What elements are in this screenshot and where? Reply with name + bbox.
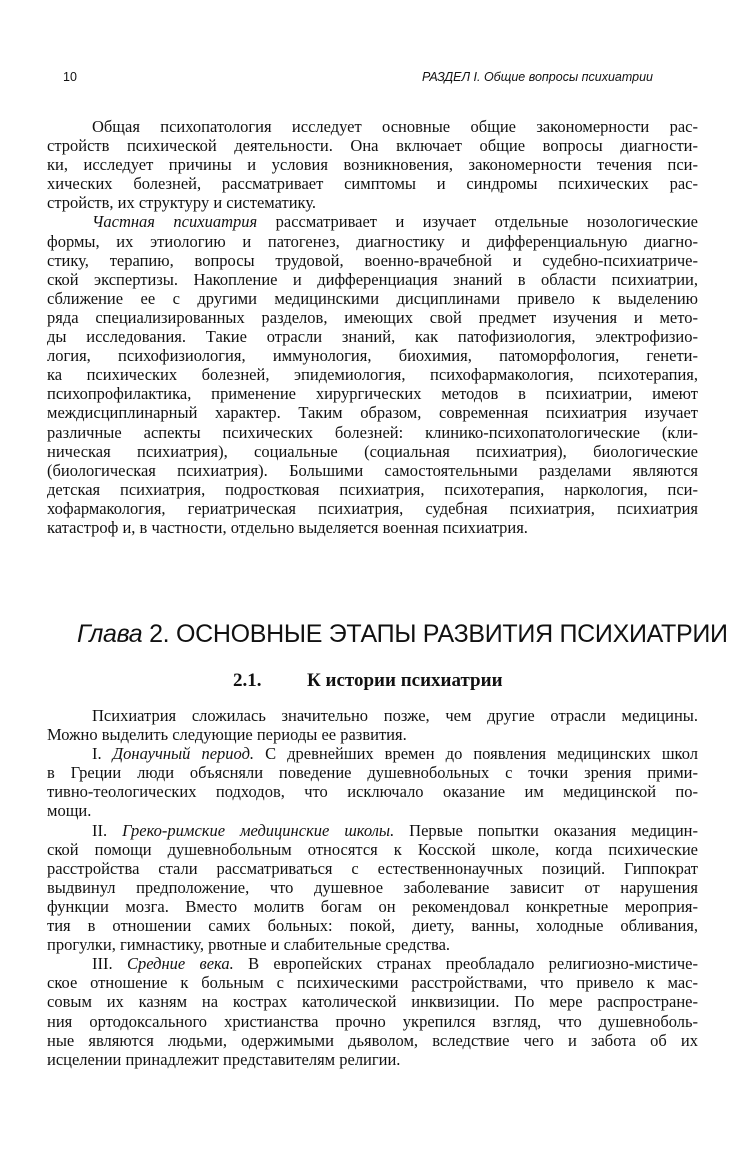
history-text-block [47, 706, 698, 1069]
text-segment: (биологическая психиатрия). Большими самостоятельными разделами являются [47, 460, 698, 480]
paragraph [47, 117, 698, 212]
text-segment: ское отношение к больным с психическими расстройствами, что привело к мас- [47, 973, 698, 993]
text-segment: ской помощи душевнобольным относятся к Косской школе, когда психические [47, 839, 698, 859]
text-line [47, 346, 698, 365]
paragraph [47, 954, 698, 1069]
text-line [47, 897, 698, 916]
text-line [47, 174, 698, 193]
text-segment: С древнейших времен до появления медицинских школ [254, 744, 698, 764]
text-segment: мощи. [47, 801, 92, 821]
text-line [47, 155, 698, 174]
text-line [47, 136, 698, 155]
text-line [47, 782, 698, 801]
text-segment: В европейских странах преобладало религиозно-мистиче- [233, 954, 699, 974]
text-segment: III. [92, 954, 127, 974]
text-segment: Первые попытки оказания медицин- [394, 820, 698, 840]
text-segment: ки, исследует причины и условия возникновения, закономерности течения пси- [47, 155, 698, 175]
section-heading: К истории психиатрии [307, 670, 503, 691]
text-line [47, 763, 698, 782]
text-line [47, 992, 698, 1011]
chapter-label: Глава [77, 620, 143, 648]
text-line [47, 935, 698, 954]
text-segment: тия в отношении самих больных: покой, диету, ванны, холодные обливания, [47, 916, 698, 936]
text-segment: стику, терапию, вопросы трудовой, военно-врачебной и судебно-психиатриче- [47, 250, 698, 270]
italic-term: Греко-римские медицинские школы. [122, 820, 395, 840]
text-segment: детская психиатрия, подростковая психиатрия, психотерапия, наркология, пси- [47, 479, 698, 499]
text-line [47, 706, 698, 725]
text-segment: психопрофилактика, применение хирургических методов в психиатрии, имеют [47, 384, 698, 404]
intro-text-block [47, 117, 698, 537]
text-segment: ды исследования. Такие отрасли знаний, как патофизиология, электрофизио- [47, 327, 698, 347]
text-line [47, 840, 698, 859]
text-segment: расстройства стали рассматриваться с естественнонаучных позиций. Гиппократ [47, 858, 698, 878]
text-segment: формы, их этиологию и патогенез, диагностику и дифференциальную диагно- [47, 231, 698, 251]
text-line [47, 403, 698, 422]
text-segment: логия, психофизиология, иммунология, биохимия, патоморфология, генети- [47, 346, 698, 366]
text-line [47, 1031, 698, 1050]
text-segment: ническая психиатрия), социальные (социальная психиатрия), биологические [47, 441, 698, 461]
paragraph [47, 706, 698, 744]
text-segment: ные являются людьми, одержимыми дьяволом, вследствие чего и забота об их [47, 1030, 698, 1050]
text-segment: II. [92, 820, 123, 840]
text-line [47, 461, 698, 480]
text-line [47, 916, 698, 935]
text-line [47, 251, 698, 270]
text-line [47, 365, 698, 384]
text-line [47, 232, 698, 251]
text-line [47, 859, 698, 878]
paragraph [47, 821, 698, 955]
text-segment: прогулки, гимнастику, рвотные и слабительные средства. [47, 935, 451, 955]
text-segment: совым их казням на кострах католической инквизиции. По мере распростране- [47, 992, 698, 1012]
chapter-heading: 2. ОСНОВНЫЕ ЭТАПЫ РАЗВИТИЯ ПСИХИАТРИИ [142, 620, 728, 648]
text-segment: ка психических болезней, эпидемиология, психофармакология, психотерапия, [47, 365, 698, 385]
paragraph [47, 744, 698, 820]
text-segment: I. [92, 744, 113, 764]
text-segment: выдвинул предположение, что душевное заболевание зависит от нарушения [47, 877, 698, 897]
text-segment: хических болезней, рассматривает симптомы и синдромы психических рас- [47, 174, 698, 194]
text-segment: рассматривает и изучает отдельные нозологические [257, 212, 698, 232]
text-segment: ния ортодоксального христианства прочно укрепился взгляд, что душевноболь- [47, 1011, 698, 1031]
text-line [47, 725, 698, 744]
chapter-title [77, 620, 728, 649]
text-line [47, 289, 698, 308]
section-number: 2.1. [233, 670, 262, 691]
text-line [47, 1050, 698, 1069]
text-segment: Психиатрия сложилась значительно позже, чем другие отрасли медицины. [92, 706, 698, 725]
text-segment: сближение ее с другими медицинскими дисциплинами привело к выделению [47, 288, 698, 308]
italic-term: Средние века. [126, 954, 234, 974]
text-line [47, 384, 698, 403]
text-line [47, 821, 698, 840]
page-number: 10 [63, 70, 77, 84]
text-line [47, 442, 698, 461]
text-segment: Общая психопатология исследует основные общие закономерности рас- [92, 117, 698, 136]
text-segment: различные аспекты психических болезней: клинико-психопатологические (кли- [47, 422, 698, 442]
text-line [47, 801, 698, 820]
text-line [47, 423, 698, 442]
text-line [47, 327, 698, 346]
text-segment: стройств, их структуру и систематику. [47, 193, 317, 213]
text-line [47, 954, 698, 973]
text-line [47, 480, 698, 499]
text-line [47, 308, 698, 327]
text-line [47, 499, 698, 518]
text-line [47, 117, 698, 136]
text-segment: тивно-теологических подходов, что исключало оказание им медицинской по- [47, 782, 698, 802]
text-line [47, 270, 698, 289]
text-line [47, 744, 698, 763]
text-segment: функции мозга. Вместо молитв богам он рекомендовал конкретные мероприя- [47, 896, 698, 916]
text-line [47, 1012, 698, 1031]
text-segment: ряда специализированных разделов, имеющих свой предмет изучения и мето- [47, 307, 698, 327]
text-segment: Можно выделить следующие периоды ее развития. [47, 725, 407, 745]
text-line [47, 193, 698, 212]
text-segment: хофармакология, гериатрическая психиатрия, судебная психиатрия, психиатрия [47, 498, 698, 518]
text-segment: ской экспертизы. Накопление и дифференциация знаний в области психиатрии, [47, 269, 698, 289]
running-head: РАЗДЕЛ I. Общие вопросы психиатрии [421, 70, 653, 84]
italic-term: Донаучный период. [112, 744, 255, 764]
section-title [233, 670, 503, 692]
text-segment: стройств психической деятельности. Она включает общие вопросы диагности- [47, 136, 698, 156]
text-segment: катастроф и, в частности, отдельно выделяется военная психиатрия. [47, 517, 528, 537]
text-line [47, 212, 698, 231]
paragraph [47, 212, 698, 537]
text-line [47, 973, 698, 992]
italic-term: Частная психиатрия [92, 212, 258, 232]
text-line [47, 878, 698, 897]
text-line [47, 518, 698, 537]
text-segment: междисциплинарный характер. Таким образом, современная психиатрия изучает [47, 403, 698, 423]
text-segment: в Греции люди объясняли поведение душевнобольных с точки зрения прими- [47, 763, 698, 783]
text-segment: исцелении принадлежит представителям религии. [47, 1049, 401, 1069]
